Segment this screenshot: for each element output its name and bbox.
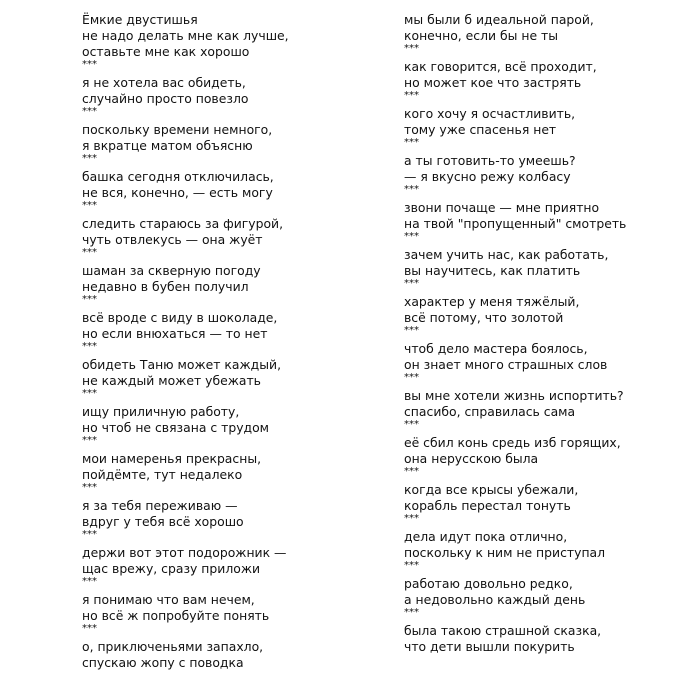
couplet [82,216,382,263]
couplet-line: но всё ж попробуйте понять [82,608,270,623]
couplet-line: звони почаще — мне приятно [404,200,600,215]
couplet-line: а ты готовить-то умеешь? [404,153,576,168]
couplet-line: что дети вышли покурить [404,639,575,654]
couplet-line: вы мне хотели жизнь испортить? [404,388,624,403]
couplet-line: я за тебя переживаю — [82,498,238,513]
right-column [404,12,694,655]
couplet-line: обидеть Таню может каждый, [82,357,282,372]
couplet [404,153,694,200]
couplet-line: спускаю жопу с поводка [82,655,244,670]
couplet [82,639,382,671]
couplet-line: корабль перестал тонуть [404,498,571,513]
separator: *** [82,294,97,305]
couplet [82,545,382,592]
couplet [404,623,694,655]
couplet-line: дела идут пока отлично, [404,529,568,544]
couplet-line: башка сегодня отключилась, [82,169,274,184]
couplet [82,592,382,639]
couplet-line: она нерусскою была [404,451,539,466]
couplet [404,294,694,341]
separator: *** [404,466,419,477]
couplet [404,106,694,153]
couplet-line: чтоб дело мастера боялось, [404,341,588,356]
couplet-line: спасибо, справилась сама [404,404,576,419]
couplet [82,498,382,545]
couplet-line: тому уже спасенья нет [404,122,557,137]
separator: *** [404,231,419,242]
couplet-line: как говорится, всё проходит, [404,59,597,74]
couplet-line: шаман за скверную погоду [82,263,261,278]
separator: *** [404,419,419,430]
couplet-line: но может кое что застрять [404,75,582,90]
couplet-line: чуть отвлекусь — она жуёт [82,232,263,247]
separator: *** [82,200,97,211]
couplet [404,482,694,529]
separator: *** [404,513,419,524]
separator: *** [404,607,419,618]
separator: *** [404,560,419,571]
couplet-line: о, приключеньями запахло, [82,639,264,654]
couplet-line: кого хочу я осчастливить, [404,106,576,121]
couplet [82,451,382,498]
separator: *** [82,247,97,258]
couplet [82,357,382,404]
couplet-line: а недовольно каждый день [404,592,586,607]
left-poem-list [82,28,382,671]
separator: *** [82,153,97,164]
couplet-line: работаю довольно редко, [404,576,573,591]
couplet-line: держи вот этот подорожник — [82,545,287,560]
couplet-line: он знает много страшных слов [404,357,608,372]
separator: *** [82,623,97,634]
couplet-line: всё вроде с виду в шоколаде, [82,310,278,325]
couplet-line: на твой "пропущенный" смотреть [404,216,627,231]
separator: *** [82,388,97,399]
couplet [82,310,382,357]
separator: *** [404,325,419,336]
separator: *** [404,90,419,101]
couplet-line: конечно, если бы не ты [404,28,559,43]
couplet [82,122,382,169]
separator: *** [82,59,97,70]
left-column [82,12,382,671]
couplet-line: вдруг у тебя всё хорошо [82,514,244,529]
couplet [82,28,382,75]
couplet-line: оставьте мне как хорошо [82,44,250,59]
couplet-line: вы научитесь, как платить [404,263,581,278]
couplet-line: когда все крысы убежали, [404,482,579,497]
couplet [404,435,694,482]
couplet-line: не каждый может убежать [82,373,261,388]
couplet [404,576,694,623]
couplet-line: пойдёмте, тут недалеко [82,467,243,482]
right-poem-list [404,12,694,655]
couplet [404,200,694,247]
couplet-line: недавно в бубен получил [82,279,249,294]
separator: *** [82,482,97,493]
separator: *** [82,106,97,117]
couplet-line: поскольку времени немного, [82,122,273,137]
couplet-line: характер у меня тяжёлый, [404,294,580,309]
couplet [82,75,382,122]
couplet-line: щас врежу, сразу приложи [82,561,261,576]
couplet-line: но чтоб не связана с трудом [82,420,270,435]
couplet-line: ищу приличную работу, [82,404,240,419]
separator: *** [82,435,97,446]
separator: *** [404,137,419,148]
couplet-line: всё потому, что золотой [404,310,564,325]
couplet-line: но если внюхаться — то нет [82,326,268,341]
couplet-line: не надо делать мне как лучше, [82,28,289,43]
separator: *** [82,341,97,352]
separator: *** [82,576,97,587]
couplet-line: зачем учить нас, как работать, [404,247,609,262]
couplet [82,263,382,310]
couplet [404,247,694,294]
couplet-line: я понимаю что вам нечем, [82,592,255,607]
couplet [404,341,694,388]
separator: *** [404,372,419,383]
couplet [82,404,382,451]
couplet-line: я не хотела вас обидеть, [82,75,246,90]
couplet [404,388,694,435]
couplet-line: поскольку к ним не приступал [404,545,606,560]
couplet-line: мы были б идеальной парой, [404,12,594,27]
couplet-line: я вкратце матом объясню [82,138,253,153]
couplet [404,529,694,576]
couplet-line: её сбил конь средь изб горящих, [404,435,621,450]
couplet [404,12,694,59]
couplet-line: случайно просто повезло [82,91,249,106]
couplet-line: мои намеренья прекрасны, [82,451,262,466]
couplet [404,59,694,106]
separator: *** [404,184,419,195]
couplet-line: — я вкусно режу колбасу [404,169,571,184]
separator: *** [404,43,419,54]
document-title: Ёмкие двустишья [82,12,198,27]
separator: *** [82,529,97,540]
couplet-line: следить стараюсь за фигурой, [82,216,284,231]
separator: *** [404,278,419,289]
couplet [82,169,382,216]
couplet-line: не вся, конечно, — есть могу [82,185,273,200]
couplet-line: была такою страшной сказка, [404,623,602,638]
